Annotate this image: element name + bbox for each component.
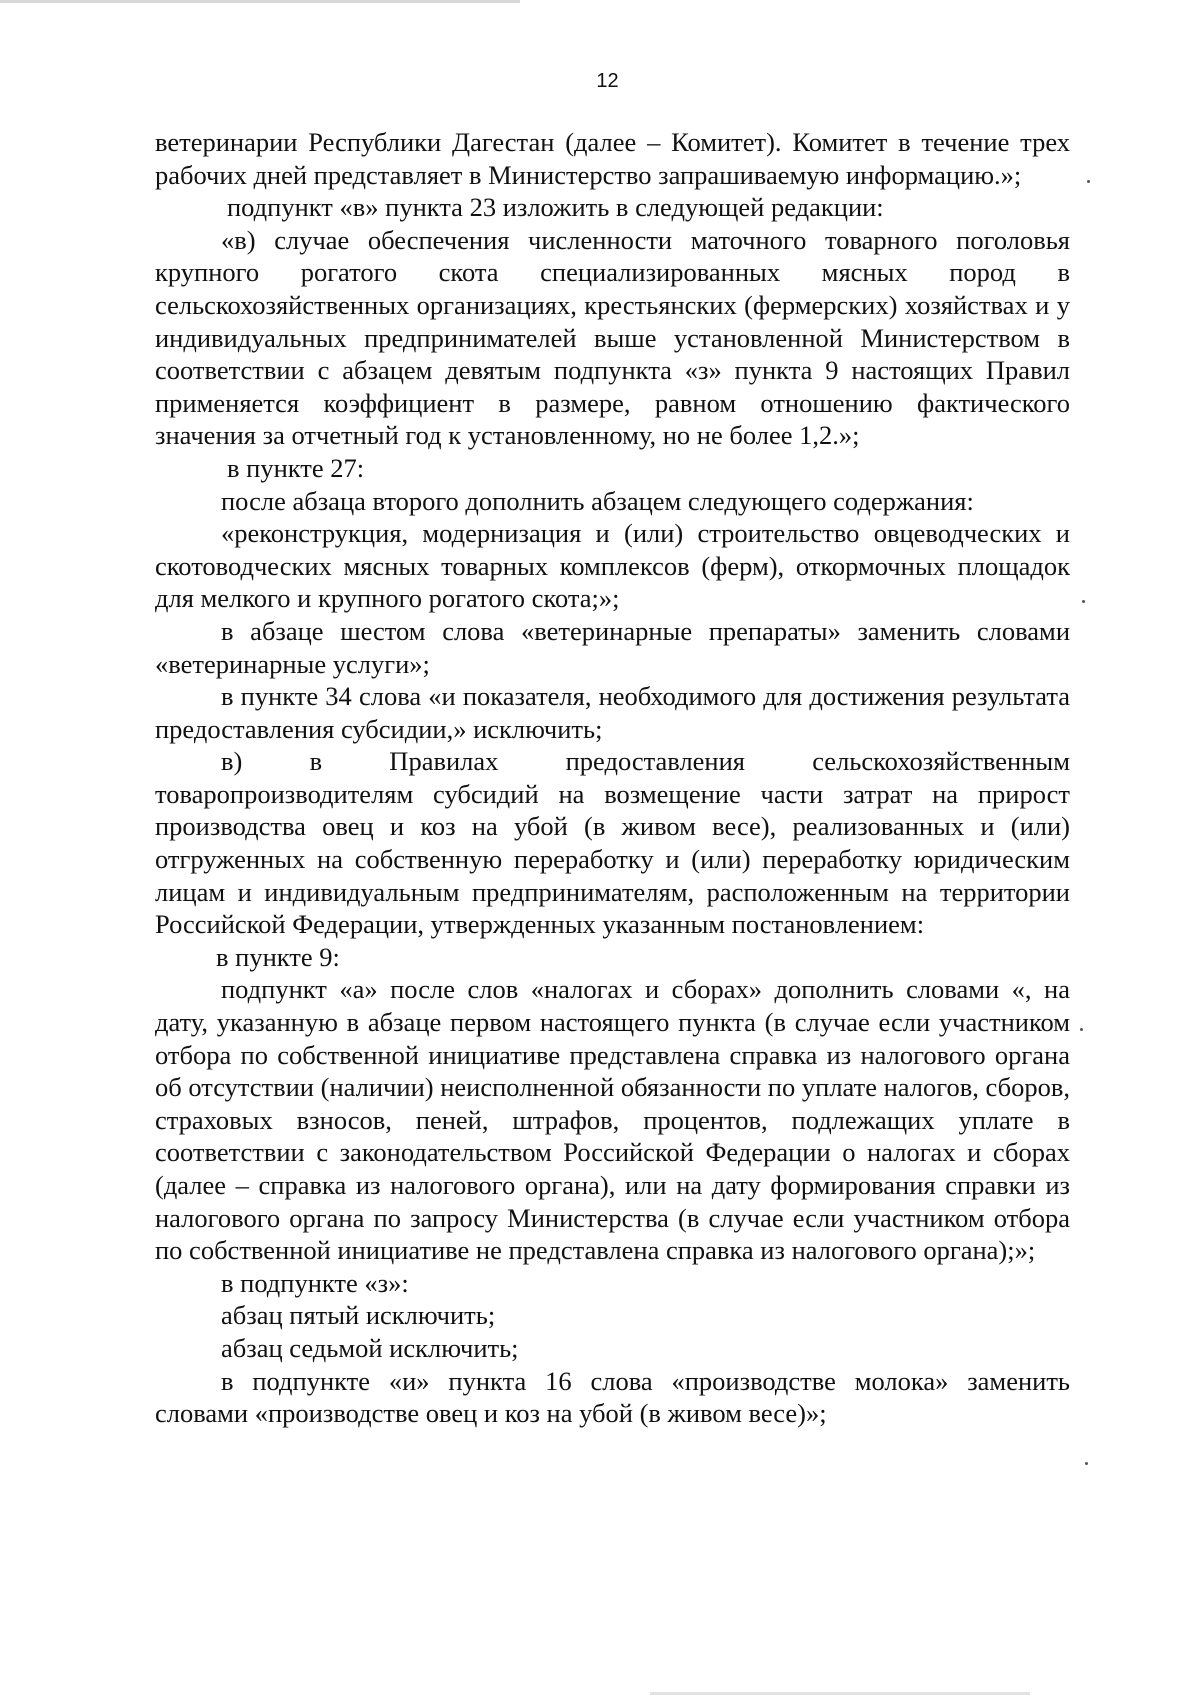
scan-speck (1080, 1028, 1083, 1031)
paragraph-2: подпункт «в» пункта 23 изложить в следующей редакции: (227, 192, 884, 223)
document-body (155, 126, 1070, 1430)
paragraph-5: после абзаца второго дополнить абзацем следующего содержания: (221, 485, 974, 516)
scan-speck (1082, 600, 1085, 603)
paragraph-13: абзац пятый исключить; (221, 1300, 496, 1331)
paragraph-10: в пункте 9: (216, 941, 340, 972)
scan-edge-top (0, 0, 520, 3)
paragraph-1: ветеринарии Республики Дагестан (далее – Комитет). Комитет в течение трех рабочих дней представляет в Министерство запрашиваемую информацию.»; (155, 127, 1070, 190)
paragraph-8: в пункте 34 слова «и показателя, необходимого для достижения результата предоставления субсидии,» исключить; (155, 681, 1070, 744)
paragraph-9: в) в Правилах предоставления сельскохозяйственным товаропроизводителям субсидий на возмещение части затрат на прирост производства овец и коз на убой (в живом весе), реализованных и (или) отгруженных на собственную переработку и (или) переработку юридическим лицам и индивидуальным предпринимателям, расположенным на территории Российской Федерации, утвержденных указанным постановлением: (155, 746, 1070, 940)
scan-speck (1087, 180, 1090, 183)
scan-speck (1085, 1462, 1088, 1465)
page-number: 12 (596, 70, 619, 92)
paragraph-15: в подпункте «и» пункта 16 слова «производстве молока» заменить словами «производстве овец и коз на убой (в живом весе)»; (155, 1365, 1070, 1429)
paragraph-7: в абзаце шестом слова «ветеринарные препараты» заменить словами «ветеринарные услуги»; (155, 615, 1070, 679)
paragraph-12: в подпункте «з»: (221, 1267, 409, 1298)
paragraph-3: «в) случае обеспечения численности маточного товарного поголовья крупного рогатого скота специализированных мясных пород в сельскохозяйственных организациях, крестьянских (фермерских) хозяйствах и у индивидуальных предпринимателей выше установленной Министерством в соответствии с абзацем девятым подпункта «з» пункта 9 настоящих Правил применяется коэффициент в размере, равном отношению фактического значения за отчетный год к установленному, но не более 1,2.»; (155, 224, 1070, 451)
paragraph-4: в пункте 27: (227, 452, 365, 483)
paragraph-14: абзац седьмой исключить; (221, 1332, 519, 1363)
paragraph-11: подпункт «а» после слов «налогах и сборах» дополнить словами «, на дату, указанную в абзаце первом настоящего пункта (в случае если участником отбора по собственной инициативе представлена справка из налогового органа об отсутствии (наличии) неисполненной обязанности по уплате налогов, сборов, страховых взносов, пеней, штрафов, процентов, подлежащих уплате в соответствии с законодательством Российской Федерации о налогах и сборах (далее – справка из налогового органа), или на дату формирования справки из налогового органа по запросу Министерства (в случае если участником отбора по собственной инициативе не представлена справка из налогового органа);»; (155, 974, 1070, 1266)
paragraph-6: «реконструкция, модернизация и (или) строительство овцеводческих и скотоводческих мясных товарных комплексов (ферм), откормочных площадок для мелкого и крупного рогатого скота;»; (155, 518, 1070, 614)
